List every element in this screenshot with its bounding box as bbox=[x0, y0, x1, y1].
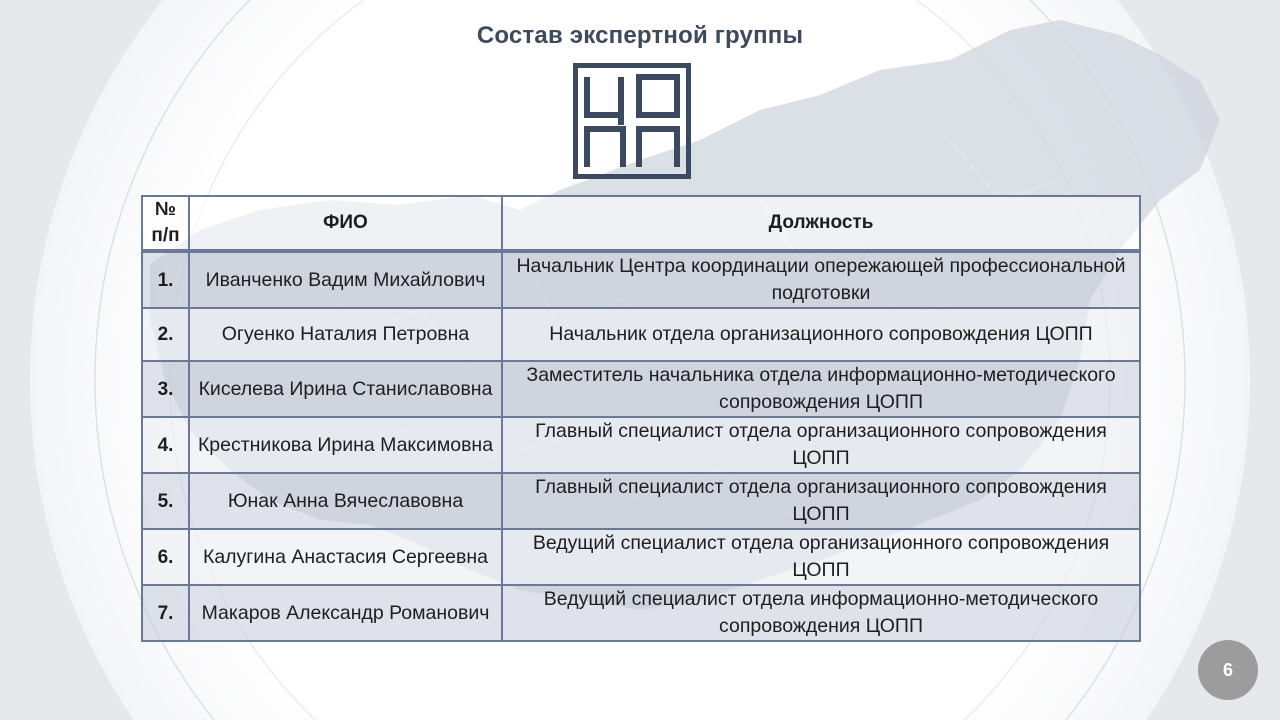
row-num: 4. bbox=[142, 417, 189, 473]
row-num: 6. bbox=[142, 529, 189, 585]
header-name: ФИО bbox=[189, 196, 502, 251]
row-position: Главный специалист отдела организационного сопровождения ЦОПП bbox=[502, 473, 1140, 529]
table-row bbox=[142, 473, 1140, 529]
row-position: Заместитель начальника отдела информационно-методического сопровождения ЦОПП bbox=[502, 361, 1140, 417]
row-position: Главный специалист отдела организационного сопровождения ЦОПП bbox=[502, 417, 1140, 473]
row-name: Иванченко Вадим Михайлович bbox=[189, 251, 502, 308]
table-header-row bbox=[142, 196, 1140, 251]
row-name: Киселева Ирина Станиславовна bbox=[189, 361, 502, 417]
row-num: 3. bbox=[142, 361, 189, 417]
table-row bbox=[142, 529, 1140, 585]
expert-group-table bbox=[141, 195, 1141, 642]
page-number-badge: 6 bbox=[1198, 640, 1258, 700]
row-position: Начальник Центра координации опережающей профессиональной подготовки bbox=[502, 251, 1140, 308]
row-name: Огуенко Наталия Петровна bbox=[189, 308, 502, 361]
row-num: 1. bbox=[142, 251, 189, 308]
row-position: Ведущий специалист отдела информационно-методического сопровождения ЦОПП bbox=[502, 585, 1140, 641]
row-name: Калугина Анастасия Сергеевна bbox=[189, 529, 502, 585]
slide-title: Состав экспертной группы bbox=[476, 22, 804, 49]
row-name: Макаров Александр Романович bbox=[189, 585, 502, 641]
row-position: Начальник отдела организационного сопровождения ЦОПП bbox=[502, 308, 1140, 361]
table-row bbox=[142, 361, 1140, 417]
row-name: Юнак Анна Вячеславовна bbox=[189, 473, 502, 529]
row-num: 7. bbox=[142, 585, 189, 641]
table-row bbox=[142, 417, 1140, 473]
header-num: № п/п bbox=[142, 196, 189, 251]
table-row bbox=[142, 251, 1140, 308]
header-position: Должность bbox=[502, 196, 1140, 251]
row-name: Крестникова Ирина Максимовна bbox=[189, 417, 502, 473]
table-row bbox=[142, 585, 1140, 641]
row-num: 5. bbox=[142, 473, 189, 529]
row-position: Ведущий специалист отдела организационного сопровождения ЦОПП bbox=[502, 529, 1140, 585]
table-row bbox=[142, 308, 1140, 361]
copp-logo bbox=[573, 63, 691, 179]
row-num: 2. bbox=[142, 308, 189, 361]
